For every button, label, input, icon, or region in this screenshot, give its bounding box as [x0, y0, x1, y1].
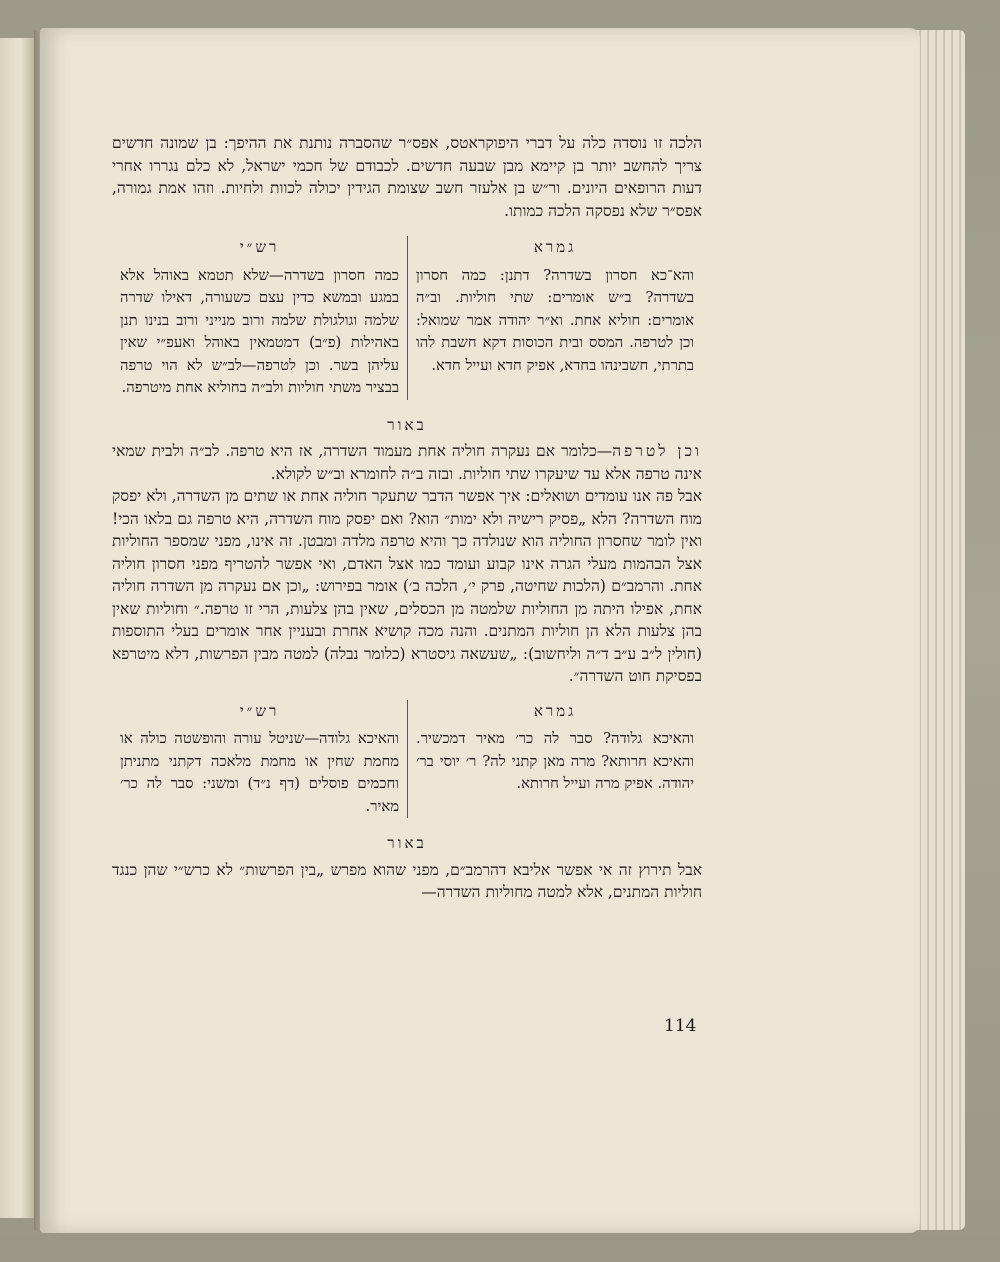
gemara-text-2: והאיכא גלודה? סבר לה כר׳ מאיר דמכשיר. והאיכא חרותא? מרה מאן קתני לה? ר׳ יוסי בר׳ יהודה. אפיק מרה ועייל חרותא.	[416, 730, 694, 792]
gemara-rashi-block-1	[112, 236, 702, 400]
gemara-heading-2: גמרא	[533, 701, 577, 720]
biur-paragraph-1	[112, 440, 702, 485]
biur-paragraph-2: אבל פה אנו עומדים ושואלים: איך אפשר הדבר שתעקר חוליה אחת או שתים מן השדרה, ולא יפסק מוח השדרה? הלא „פסיק רישיה ולא ימות״ הוא? ואם יפסק מוח השדרה, היא טרפה גם בלאו הכי! ואין לומר שחסרון החוליה הוא שנולדה כך והיא טרפה מלדה ומבטן. זה אינו, מפני שמספר החוליות אצל הבהמות מעלי הגרה אינו קבוע ועומד כמו אצל האדם, ואי אפשר להטריף מפני חסרון חוליה אחת. והרמב״ם (הלכות שחיטה, פרק י׳, הלכה ב׳) אומר בפירוש: „וכן אם נעקרה מן השדרה חוליה אחת, אפילו היתה מן החוליות שלמטה מן הכסלים, שאין בהן צלעות, הרי זו טרפה.״ וחוליות שאין בהן צלעות הלא הן חוליות המתנים. והנה מכה קושיא אחרת ובעניין אחר אומרים בעלי התוספות (חולין ל״ב ע״ב ד״ה וליחשוב): „שעשאה גיסטרא (כלומר נבלה) למטה מבין הפרשות, דלא מיטרפא בפסיקת חוט השדרה״.	[112, 487, 702, 685]
rashi-column-1	[112, 236, 407, 400]
gemara-rashi-block-2	[112, 700, 702, 819]
rashi-heading-2: רש״י	[239, 701, 280, 720]
rashi-text-2: והאיכא גלודה—שניטל עורה והופשטה כולה או מחמת שחין או מחמת מלאכה דקתני מתניתן וחכמים פוסלים (דף נ״ד) ומשני: סבר לה כר׳ מאיר.	[120, 730, 399, 815]
gemara-column-2	[407, 700, 702, 819]
intro-paragraph: הלכה זו נוסדה כלה על דברי היפוקראטס, אפס״ר שהסברה נותנת את ההיפך: בן שמונה חדשים צריך להחשב יותר בן קיימא מבן שבעה חדשים. לכבודם של חכמי ישראל, לא כלם נגררו אחרי דעות הרופאים היונים. ור״ש בן אלעזר חשב שצומת הגידין יכולה לכוות ולחיות. וזהו אמת גמורה, אפס״ר שלא נפסקה הלכה כמותו.	[112, 134, 702, 220]
gemara-text-1: והא־כא חסרון בשדרה? דתנן: כמה חסרון בשדרה? ב״ש אומרים: שתי חוליות. וב״ה אומרים: חוליא אחת. וא״ר יהודה אמר שמואל: וכן לטרפה. המסס ובית הכוסות דקא חשבת להו בתרתי, חשבינהו בחדא, אפיק חדא ועייל חדא.	[416, 266, 694, 374]
gemara-heading-1: גמרא	[533, 238, 577, 256]
page-text	[112, 132, 702, 904]
biur-heading-2: באור	[387, 834, 427, 852]
biur-lead-rest: —כלומר אם נעקרה חוליה אחת מעמוד השדרה, אז היא טרפה. לב״ה ולבית שמאי אינה טרפה אלא עד שיעקרו שתי חוליות. ובזה ב״ה לחומרא וב״ש לקולא.	[112, 442, 702, 483]
gemara-column-1	[407, 236, 702, 400]
rashi-column-2	[112, 700, 407, 819]
rashi-heading-1: רש״י	[239, 238, 280, 256]
left-page-edge	[0, 38, 36, 1218]
page-number: 114	[664, 1016, 697, 1036]
biur-heading-1: באור	[387, 415, 427, 434]
biur-paragraph-3: אבל תירוץ זה אי אפשר אליבא דהרמב״ם, מפני שהוא מפרש „בין הפרשות״ לא כרש״י שהן כנגד חוליות המתנים, אלא למטה מחוליות השדרה—	[112, 860, 702, 901]
biur-lead-term: וכן לטרפה	[612, 442, 703, 460]
rashi-text-1: כמה חסרון בשדרה—שלא תטמא באוהל אלא במגע ובמשא כדין עצם כשעורה, דאילו שדרה שלמה וגולגולת שלמה ורוב מנייני ורוב בנינו תנן באהילות (פ״ב) דמטמאין באוהל ואעפ״י שאין עליהן בשר. וכן לטרפה—לב״ש לא הוי טרפה בבציר משתי חוליות ולב״ה בחוליא אחת מיטרפה.	[120, 266, 399, 396]
